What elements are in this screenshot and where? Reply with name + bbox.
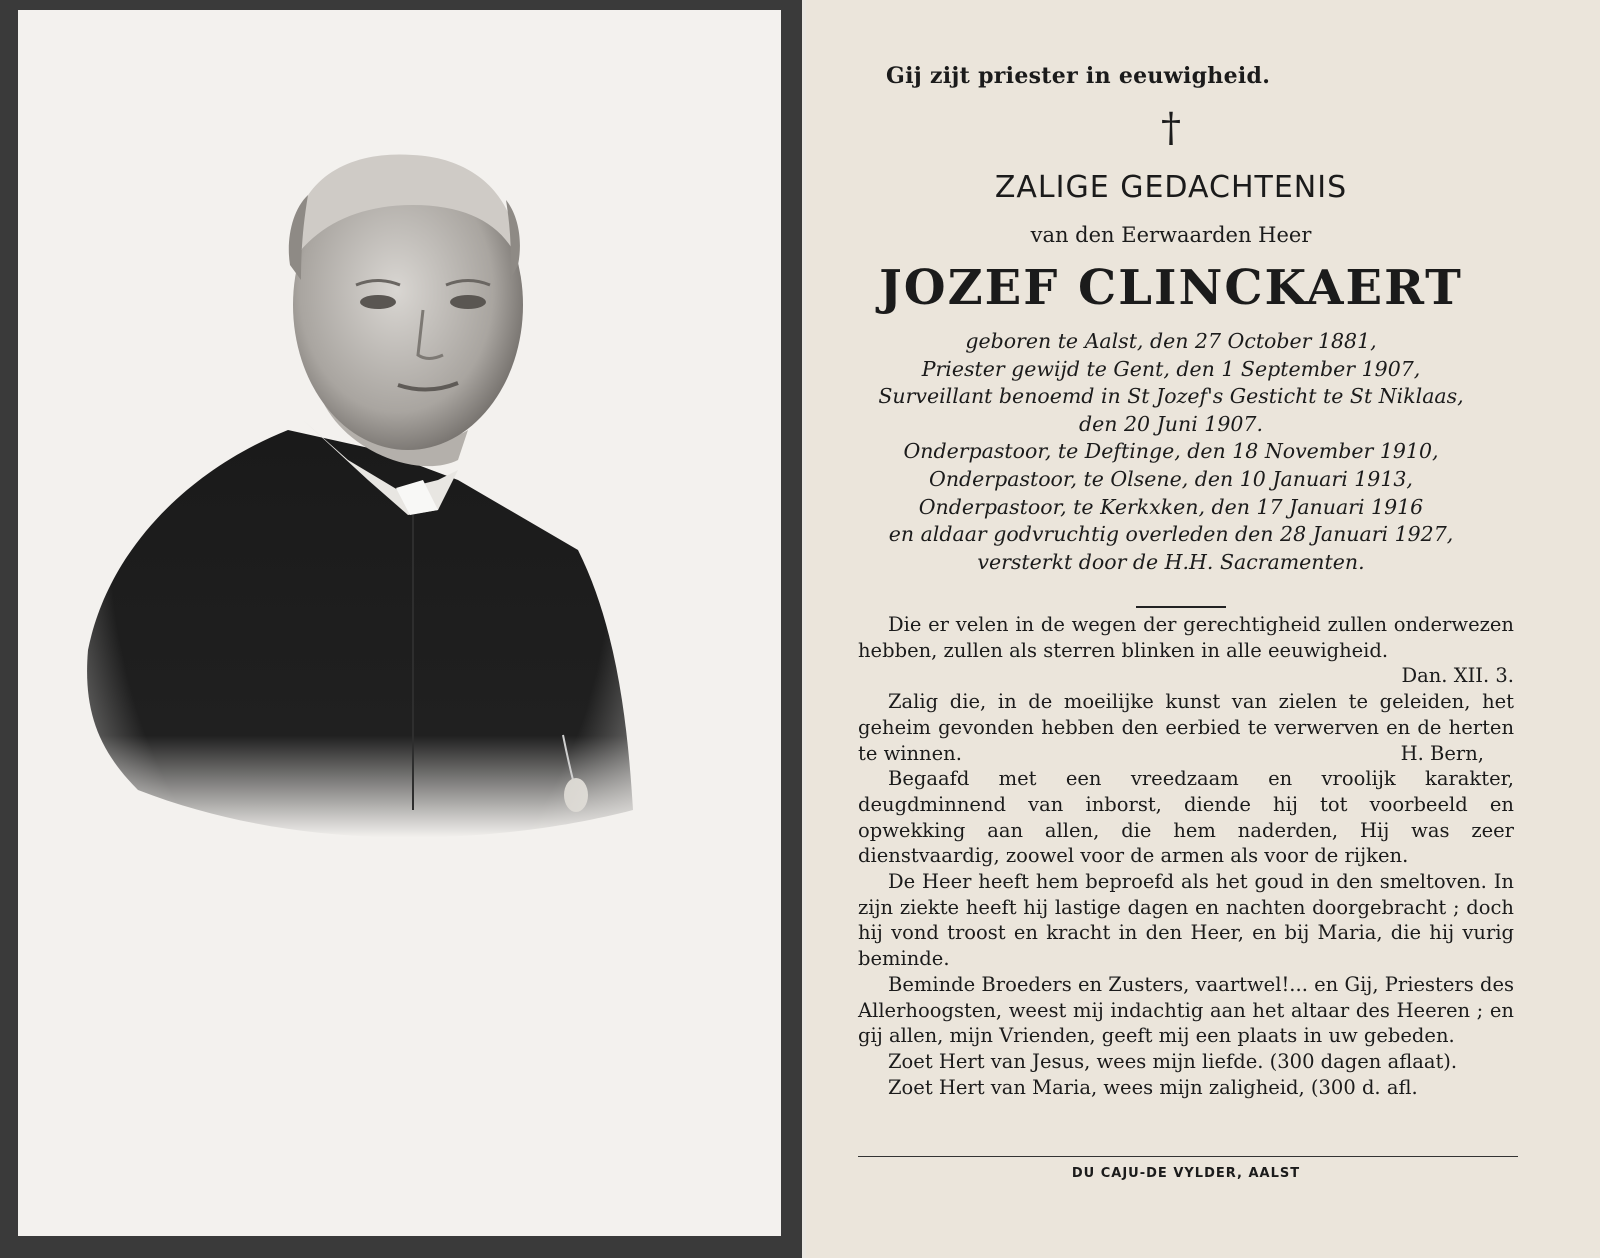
printer-imprint: DU CAJU-DE VYLDER, AALST [1071, 1166, 1301, 1181]
divider [1136, 606, 1226, 608]
paragraph-farewell: Beminde Broeders en Zusters, vaartwel!... en Gij, Priesters des Allerhoogsten, weest mij indachtig aan het altaar des Heeren ; en gij allen, mijn Vrienden, geeft mij een plaats in uw gebeden. [858, 972, 1514, 1048]
quote-bernard-reference: H. Bern, [1400, 741, 1484, 765]
honorific: van den Eerwaarden Heer [1030, 223, 1312, 247]
quote-daniel: Die er velen in de wegen der gerechtigheid zullen onderwezen hebben, zullen als sterren blinken in alle eeuwigheid. [858, 613, 1514, 662]
bio-line: geboren te Aalst, den 27 October 1881, [965, 329, 1377, 353]
quote-bernard: Zalig die, in de moeilijke kunst van zielen te geleiden, het geheim gevonden hebben den eerbied te verwerven en de herten te winnen. [858, 690, 1514, 765]
bio-line: den 20 Juni 1907. [1079, 411, 1263, 436]
memorial-text-card [806, 0, 1600, 1258]
prayer-maria: Zoet Hert van Maria, wees mijn zaligheid, (300 d. afl. [888, 1075, 1418, 1099]
prayer-jesus: Zoet Hert van Jesus, wees mijn liefde. (300 dagen aflaat). [888, 1049, 1458, 1073]
bio-line: en aldaar godvruchtig overleden den 28 Januari 1927, [888, 522, 1454, 547]
bio-line: Onderpastoor, te Deftinge, den 18 November 1910, [903, 439, 1439, 464]
bottom-divider [858, 1156, 1518, 1157]
paragraph-illness: De Heer heeft hem beproefd als het goud in den smeltoven. In zijn ziekte heeft hij lastige dagen en nachten doorgebracht ; doch hij vond troost en kracht in den Heer, en bij Maria, die hij vurig beminde. [858, 870, 1514, 971]
body-text [858, 612, 1514, 1100]
priest-portrait-image [18, 10, 781, 1236]
bio-line: Priester gewijd te Gent, den 1 September 1907, [921, 356, 1421, 381]
biography [806, 328, 1536, 576]
heading: ZALIGE GEDACHTENIS [994, 170, 1348, 205]
motto: Gij zijt priester in eeuwigheid. [886, 63, 1271, 89]
bio-line: versterkt door de H.H. Sacramenten. [977, 549, 1365, 574]
paragraph-character: Begaafd met een vreedzaam en vroolijk karakter, deugdminnend van inborst, diende hij tot voorbeeld en opwekking aan allen, die hem naderden, Hij was zeer dienstvaardig, zoowel voor de armen als voor de rijken. [858, 767, 1514, 868]
cross-icon: † [1161, 105, 1181, 151]
quote-daniel-reference: Dan. XII. 3. [1401, 664, 1514, 688]
bio-line: Onderpastoor, te Kerkxken, den 17 Januari 1916 [918, 494, 1424, 519]
portrait-photo [18, 10, 781, 1236]
bio-line: Onderpastoor, te Olsene, den 10 Januari 1913, [929, 466, 1413, 491]
deceased-name: JOZEF CLINCKAERT [879, 260, 1463, 316]
bio-line: Surveillant benoemd in St Jozef's Gesticht te St Niklaas, [878, 384, 1464, 409]
